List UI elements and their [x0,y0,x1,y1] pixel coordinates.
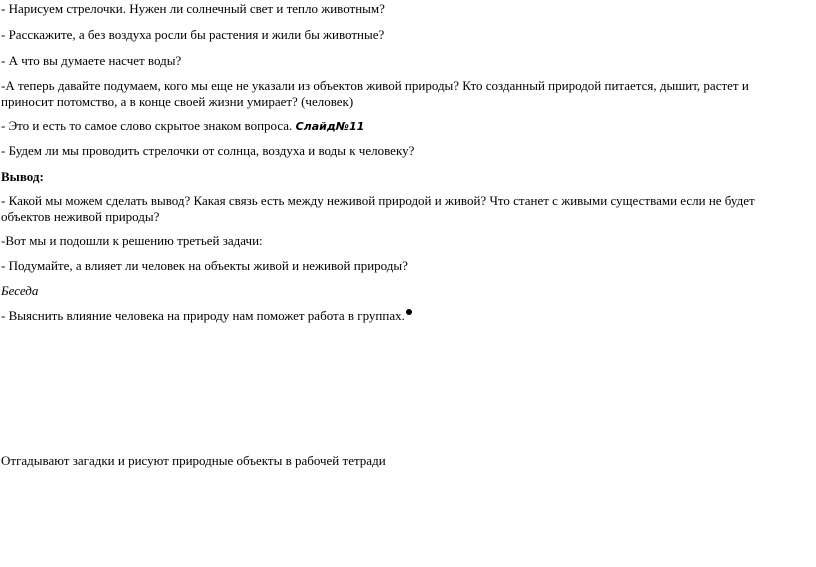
hidden-word-text: - Это и есть то самое слово скрытое знаком вопроса. [1,118,296,133]
paragraph-group-work [1,308,791,324]
conversation-label: Беседа [1,283,39,298]
paragraph-sunlight-question: - Нарисуем стрелочки. Нужен ли солнечный свет и тепло животным? [1,1,385,16]
paragraph-living-nature-question: -А теперь давайте подумаем, кого мы еще не указали из объектов живой природы? Кто созданный природой питается, дышит, растет и приносит потомство, а в конце своей жизни умирает? (человек) [1,78,749,109]
paragraph-third-task: -Вот мы и подошли к решению третьей задачи: [1,233,263,248]
slide-reference: Слайд№11 [295,120,365,133]
paragraph-air-question: - Расскажите, а без воздуха росли бы растения и жили бы животные? [1,27,385,42]
paragraph-arrows-to-human: - Будем ли мы проводить стрелочки от солнца, воздуха и воды к человеку? [1,143,415,158]
group-work-text: - Выяснить влияние человека на природу нам поможет работа в группах. [1,308,405,323]
paragraph-human-influence-question: - Подумайте, а влияет ли человек на объекты живой и неживой природы? [1,258,408,273]
paragraph-water-question: - А что вы думаете насчет воды? [1,53,182,68]
footer-activity: Отгадывают загадки и рисуют природные объекты в рабочей тетради [1,453,386,468]
paragraph-conclusion-question: - Какой мы можем сделать вывод? Какая связь есть между неживой природой и живой? Что станет с живыми существами если не будет объектов неживой природы? [1,193,755,224]
conclusion-heading: Вывод: [1,169,44,184]
paragraph-hidden-word [1,118,791,135]
bullet-dot-icon [406,309,412,315]
